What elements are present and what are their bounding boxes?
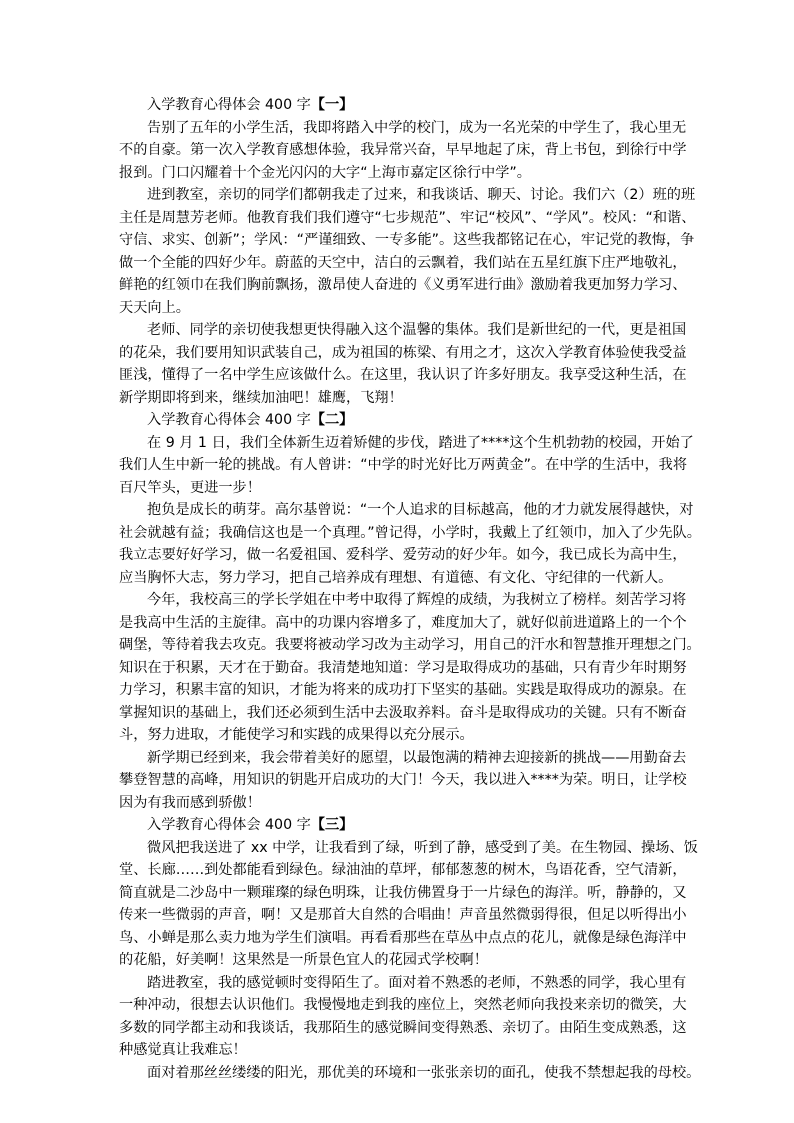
paragraph-line: 主任是周慧芳老师。他教育我们我们遵守“七步规范”、牢记“校风”、“学风”。校风：“和谐、 xyxy=(119,209,696,226)
paragraph-line: 我们人生中新一轮的挑战。有人曾讲：“中学的时光好比万两黄金”。在中学的生活中，我将 xyxy=(119,457,688,473)
paragraph-line: 报到。门口闪耀着十个金光闪闪的大字“上海市嘉定区徐行中学”。 xyxy=(119,164,531,181)
paragraph-first-line: 在 9 月 1 日，我们全体新生迈着矫健的步伐，踏进了****这个生机勃勃的校园，开始了 xyxy=(147,434,694,451)
paragraph-first-line: 面对着那丝丝缕缕的阳光，那优美的环境和一张张亲切的面孔，使我不禁想起我的母校。 xyxy=(147,1064,701,1081)
paragraph-line: 鸟、小蝉是那么卖力地为学生们演唱。再看看那些在草丛中点点的花儿，就像是绿色海洋中 xyxy=(119,929,687,946)
paragraph-first-line: 新学期已经到来，我会带着美好的愿望，以最饱满的精神去迎接新的挑战——用勤奋去 xyxy=(147,749,687,766)
paragraph-line: 堂、长廊……到处都能看到绿色。绿油油的草坪，郁郁葱葱的树木，鸟语花香，空气清新， xyxy=(119,862,687,878)
paragraph-line: 不的自豪。第一次入学教育感想体验，我异常兴奋，早早地起了床，背上书包，到徐行中学 xyxy=(119,142,687,158)
section-heading-text: 入学教育心得体会 400 字 xyxy=(147,412,311,428)
paragraph-line: 天天向上。 xyxy=(119,299,190,316)
paragraph-line: 守信、求实、创新”；学风：“严谨细致、一专多能”。这些我都铭记在心，牢记党的教悔，争 xyxy=(119,232,695,248)
paragraph-first-line: 踏进教室，我的感觉顿时变得陌生了。面对着不熟悉的老师，不熟悉的同学，我心里有 xyxy=(147,974,687,991)
paragraph-line: 的花朵，我们要用知识武装自己，成为祖国的栋梁、有用之才，这次入学教育体验使我受益 xyxy=(119,344,687,361)
paragraph-line: 一种冲动，很想去认识他们。我慢慢地走到我的座位上，突然老师向我投来亲切的微笑，大 xyxy=(119,997,687,1013)
paragraph-line: 简直就是二沙岛中一颗璀璨的绿色明珠，让我仿佛置身于一片绿色的海洋。听，静静的，又 xyxy=(119,884,687,901)
paragraph-line: 攀登智慧的高峰，用知识的钥匙开启成功的大门！今天，我以进入****为荣。明日，让学校 xyxy=(119,772,687,788)
paragraph-line: 力学习，积累丰富的知识，才能为将来的成功打下坚实的基础。实践是取得成功的源泉。在 xyxy=(119,682,687,698)
paragraph-first-line: 告别了五年的小学生活，我即将踏入中学的校门，成为一名光荣的中学生了，我心里无 xyxy=(147,119,687,136)
paragraph-first-line: 老师、同学的亲切使我想更快得融入这个温馨的集体。我们是新世纪的一代，更是祖国 xyxy=(147,322,687,338)
paragraph-line: 鲜艳的红领巾在我们胸前飘扬，激昂使人奋进的《义勇军进行曲》激励着我更加努力学习、 xyxy=(119,277,687,293)
section-heading-text: 入学教育心得体会 400 字 xyxy=(147,817,311,833)
paragraph-line: 碉堡，等待着我去攻克。我要将被动学习改为主动学习，用自己的汗水和智慧推开理想之门。 xyxy=(119,637,701,653)
section-heading-text: 入学教育心得体会 400 字 xyxy=(147,97,311,113)
paragraph-first-line: 今年，我校高三的学长学姐在中考中取得了辉煌的成绩，为我树立了榜样。刻苦学习将 xyxy=(147,592,687,608)
paragraph-line: 传来一些微弱的声音，啊！又是那首大自然的合唱曲！声音虽然微弱得很，但足以听得出小 xyxy=(119,907,687,923)
section-heading xyxy=(119,409,681,432)
paragraph-line: 知识在于积累，天才在于勤奋。我清楚地知道：学习是取得成功的基础，只有青少年时期努 xyxy=(119,659,687,676)
paragraph-line: 社会就越有益；我确信这也是一个真理。”曾记得，小学时，我戴上了红领巾，加入了少先队。 xyxy=(119,524,701,541)
section-number: 【一】 xyxy=(310,97,354,113)
section-number: 【三】 xyxy=(310,817,354,833)
paragraph-line: 百尺竿头，更进一步！ xyxy=(119,479,261,496)
document-page xyxy=(119,94,701,1084)
section-heading xyxy=(119,94,681,117)
paragraph-first-line: 进到教室，亲切的同学们都朝我走了过来，和我谈话、聊天、讨论。我们六（2）班的班 xyxy=(147,187,696,203)
section-heading xyxy=(119,814,681,837)
paragraph-line: 应当胸怀大志，努力学习，把自己培养成有理想、有道德、有文化、守纪律的一代新人。 xyxy=(119,569,673,586)
paragraph-line: 新学期即将到来，继续加油吧！雄鹰，飞翔！ xyxy=(119,389,403,406)
paragraph-line: 种感觉真让我难忘！ xyxy=(119,1042,247,1058)
paragraph-line: 斗，努力进取，才能使学习和实践的成果得以充分展示。 xyxy=(119,727,474,743)
paragraph-line: 因为有我而感到骄傲！ xyxy=(119,794,261,811)
paragraph-line: 多数的同学都主动和我谈话，我那陌生的感觉瞬间变得熟悉、亲切了。由陌生变成熟悉，这 xyxy=(119,1019,687,1036)
paragraph-line: 做一个全能的四好少年。蔚蓝的天空中，洁白的云飘着，我们站在五星红旗下庄严地敬礼， xyxy=(119,254,687,271)
paragraph-line: 是我高中生活的主旋律。高中的功课内容增多了，难度加大了，就好似前进道路上的一个个 xyxy=(119,614,687,631)
paragraph-first-line: 抱负是成长的萌芽。高尔基曾说：“一个人追求的目标越高，他的才力就发展得越快，对 xyxy=(147,502,694,518)
paragraph-line: 匪浅，懂得了一名中学生应该做什么。在这里，我认识了许多好朋友。我享受这种生活，在 xyxy=(119,367,687,383)
paragraph-line: 掌握知识的基础上，我们还必须到生活中去汲取养料。奋斗是取得成功的关键。只有不断奋 xyxy=(119,704,687,721)
paragraph-line: 我立志要好好学习，做一名爱祖国、爱科学、爱劳动的好少年。如今，我已成长为高中生， xyxy=(119,547,687,563)
paragraph-first-line: 微风把我送进了 xx 中学，让我看到了绿，听到了静，感受到了美。在生物园、操场、饭 xyxy=(147,839,698,856)
section-number: 【二】 xyxy=(310,412,354,428)
paragraph-line: 的花船，好美啊！这果然是一所景色宜人的花园式学校啊！ xyxy=(119,952,488,968)
